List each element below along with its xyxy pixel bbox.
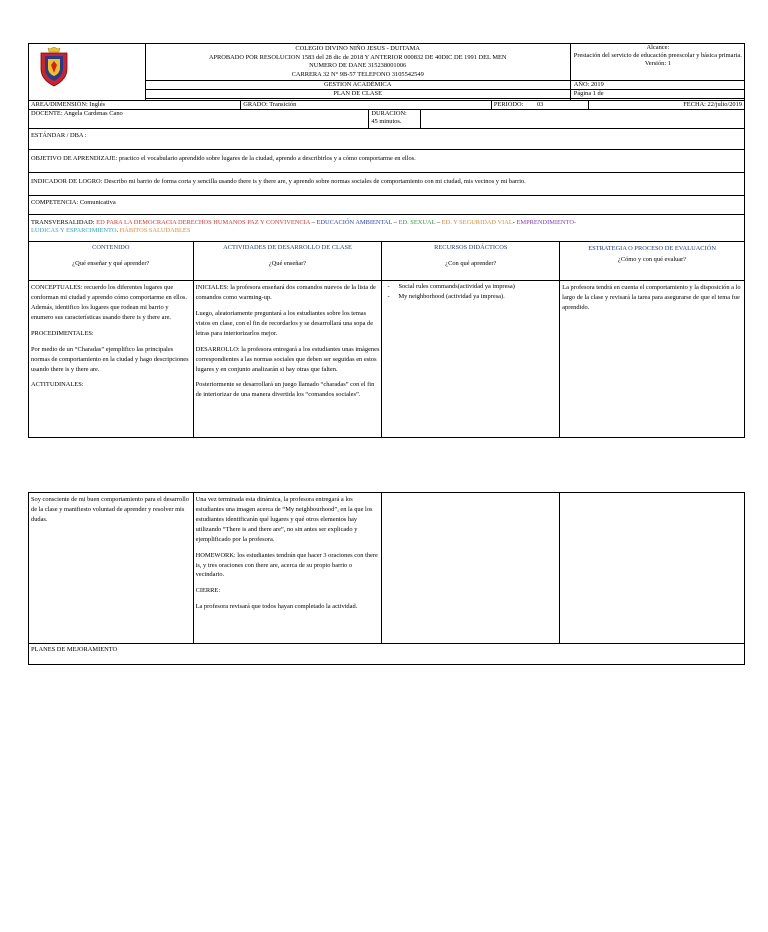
address-line: CARRERA 32 N° 9B-57 TELEFONO 3105542549: [291, 70, 424, 78]
resources-header: [382, 242, 560, 281]
activities-cell: [193, 281, 382, 438]
version-label: Versión: 1: [644, 60, 671, 67]
evaluation-title: ESTRATEGIA O PROCESO DE EVALUACIÓN: [588, 245, 716, 253]
procedural-text: Por medio de un “Charadas” ejemplifico las principales normas de comportamiento en la ciudad y hago descripciones usando there is y there are.: [31, 345, 189, 373]
objective-section: OBJETIVO DE APRENDIZAJE: practico el vocabulario aprendido sobre lugares de la ciudad, aprendo a describirlos y a cómo comportarme en ellos.: [29, 150, 745, 173]
standard-section: ESTÁNDAR / DBA :: [29, 129, 745, 150]
resources-title: RECURSOS DIDÁCTICOS: [434, 244, 508, 252]
closing-activity: La profesora revisará que todos hayan completado la actividad.: [195, 603, 358, 611]
resources-list: [384, 283, 557, 301]
content-cell-continued: [29, 493, 194, 644]
separator: .: [116, 227, 120, 235]
logo-cell: [29, 44, 146, 101]
homework-activity: HOMEWORK: los estudiantes tendrán que hacer 3 oraciones con there is, y tres oraciones con there are, acerca de su propio barrio o vecindario.: [195, 551, 378, 579]
transversal-road: ED. Y SEGURIDAD VIAL: [441, 219, 513, 227]
teacher-row-empty: [421, 110, 745, 129]
evaluation-question: ¿Cómo y con qué evaluar?: [618, 255, 687, 263]
resource-item: - My neighborhood (actividad ya impresa).: [384, 293, 557, 301]
separator: –: [435, 219, 442, 227]
lesson-plan-page-1: [28, 43, 745, 438]
development-activity: DESARROLLO: la profesora entregará a los estudiantes unas imágenes correspondientes a las normas sociales que deben ser seguidas en estos lugares y en conjunto analizarán si hay otras que falten.: [195, 345, 380, 373]
class-plan-table-continued: [28, 492, 745, 665]
evaluation-cell: [560, 281, 745, 438]
activities-header: [193, 242, 382, 281]
year-cell: AÑO: 2019: [570, 80, 744, 89]
date-cell: FECHA: 22/julio/2019: [589, 101, 745, 110]
duration-value: 45 minutos.: [371, 118, 402, 126]
separator: -: [512, 219, 517, 227]
transversal-sexual: ED. SEXUAL: [398, 219, 436, 227]
closing-label: CIERRE:: [195, 587, 221, 595]
management-cell: GESTION ACADÉMICA: [145, 80, 570, 89]
sections-table: [28, 128, 745, 242]
activities-title: ACTIVIDADES DE DESARROLLO DE CLASE: [223, 244, 352, 252]
lesson-plan-page-2: [28, 492, 745, 665]
later-activity: Posteriormente se desarrollará un juego llamado “charadas” con el fin de interiorizar de una manera divertida los “comandos sociales”.: [195, 381, 375, 399]
content-header: [29, 242, 194, 281]
then-activity: Luego, aleatoriamente preguntará a los estudiantes sobre los temas vistos en clase, con el fin de recordarlos y se desarrollará una sopa de letras para interiorizarlos mejor.: [195, 309, 374, 337]
school-shield-icon: [39, 47, 69, 87]
resources-cell: [382, 281, 560, 438]
resource-item: - Social rules commands(actividad ya impresa): [384, 283, 557, 291]
evaluation-text: La profesora tendrá en cuenta el comportamiento y la disposición a lo largo de la clase y revisará la tarea para asegurarse de que el tema fue aprendido.: [562, 284, 741, 311]
dane-line: NUMERO DE DANE 315238001006: [309, 62, 407, 70]
activities-cell-continued: [193, 493, 382, 644]
header-table: [28, 43, 745, 101]
conceptual-text: CONCEPTUALES: recuerdo los diferentes lugares que conforman mi ciudad y aprendo cómo comportarme en ellos. Además, identifico los lugares que rodean mi barrio y enumero sus características usando there is y there are.: [31, 284, 187, 321]
activities-question: ¿Qué enseñar?: [268, 260, 307, 268]
indicator-section: INDICADOR DE LOGRO: Describo mi barrio de forma corta y sencilla usando there is y there are, y aprendo sobre normas sociales de comportamiento con mi ciudad, mis vecinos y mi barrio.: [29, 173, 745, 196]
scope-label: Alcance:: [646, 44, 670, 51]
transversal-democracy: ED PARA LA DEMOCRACIA DERECHOS HUMANOS PAZ Y CONVIVENCIA: [96, 219, 311, 227]
attitudinal-text: Soy consciente de mi buen comportamiento para el desarrollo de la clase y manifiesto voluntad de aprender y resolver mis dudas.: [31, 496, 189, 523]
evaluation-header: [560, 242, 745, 281]
initial-activity: INICIALES: la profesora enseñará dos comandos nuevos de la lista de comandos como warming-up.: [195, 284, 376, 301]
content-title: CONTENIDO: [92, 244, 130, 252]
transversality-section: [29, 215, 745, 242]
continuation-activity: Una vez terminada esta dinámica, la profesora entregará a los estudiantes una imagen acerca de “My neighbourhood”, en la que los estudiantes identificarán qué lugares y qué otros elementos hay utilizando “There is and there are”, no sin antes ser explicado y ejemplificado por la profesora.: [195, 496, 373, 543]
content-question: ¿Qué enseñar y qué aprender?: [72, 260, 150, 268]
area-cell: AREA/DIMENSIÓN: Inglés: [29, 101, 241, 110]
duration-label: DURACION:: [371, 110, 407, 118]
grade-cell: GRADO: Transición: [241, 101, 492, 110]
procedural-label: PROCEDIMENTALES:: [31, 329, 94, 337]
separator: –: [310, 219, 317, 227]
scope-text: Prestación del servicio de educación preescolar y básica primaria.: [573, 52, 742, 59]
attitudinal-label: ACTITUDINALES:: [31, 381, 84, 389]
evaluation-cell-continued: [560, 493, 745, 644]
period-label: PERIODO:: [493, 101, 524, 109]
duration-cell: [369, 110, 421, 129]
school-name: COLEGIO DIVINO NIÑO JESUS - DUITAMA: [295, 45, 420, 52]
teacher-row: [28, 109, 745, 129]
approval-line: APROBADO POR RESOLUCION 1583 del 28 dic de 2018 Y ANTERIOR 000832 DE 40DIC DE 1991 DEL MEN: [208, 53, 507, 61]
transversal-leisure: LUDICAS Y ESPARCIMIENTO: [31, 227, 117, 235]
doc-title-cell: PLAN DE CLASE: [145, 89, 570, 98]
school-info-cell: [145, 44, 570, 81]
scope-cell: [570, 44, 744, 81]
class-plan-table: [28, 241, 745, 438]
improvement-plans: PLANES DE MEJORAMIENTO: [29, 644, 745, 665]
transversal-entrepreneurship: EMPRENDIMIENTO-: [516, 219, 577, 227]
competence-section: COMPETENCIA: Comunicativa: [29, 196, 745, 215]
transversality-label: TRANSVERSALIDAD:: [31, 219, 95, 227]
separator: –: [392, 219, 399, 227]
page-number-cell: Página 1 de: [570, 89, 744, 98]
content-cell: [29, 281, 194, 438]
resources-cell-continued: [382, 493, 560, 644]
resources-question: ¿Con qué aprender?: [445, 260, 497, 268]
transversal-environment: EDUCACIÓN AMBIENTAL: [316, 219, 393, 227]
transversal-habits: HÁBITOS SALUDABLES: [119, 227, 191, 235]
teacher-cell: DOCENTE: Angela Cardenas Cano: [29, 110, 369, 129]
period-value: 03: [536, 101, 544, 109]
